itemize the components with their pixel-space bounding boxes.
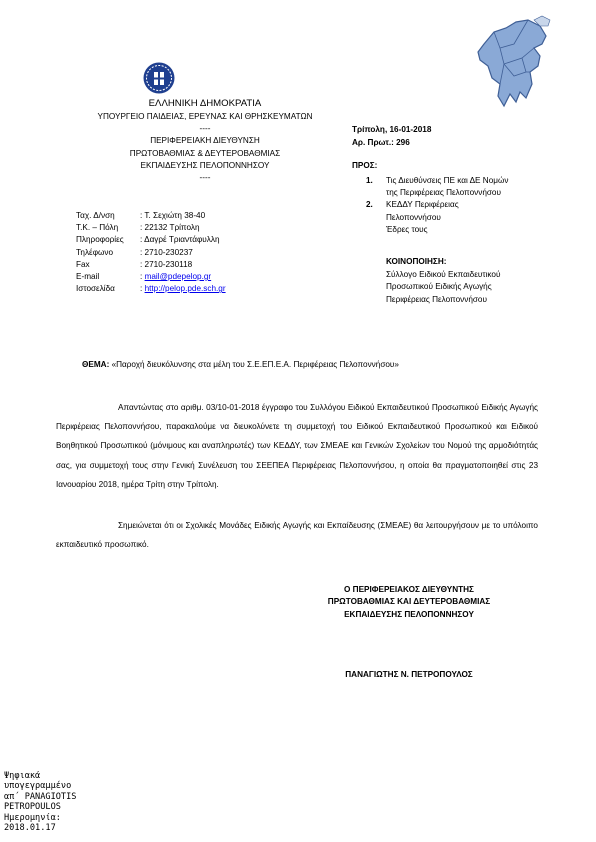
digital-signature-line: 2018.01.17 [4,823,56,834]
cc-line: Σύλλογο Ειδικού Εκπαιδευτικού [386,269,501,279]
digital-signature-stamp [4,771,76,833]
state-emblem-icon [143,62,175,94]
digital-signature-line: Ψηφιακά [4,771,41,781]
recipient-line: ΚΕΔΔΥ Περιφέρειας [386,200,459,210]
info-value: : Δαγρέ Τριαντάφυλλη [140,235,220,245]
recipient-line: Τις Διευθύνσεις ΠΕ και ΔΕ Νομών [386,176,509,185]
cc-line: Προσωπικού Ειδικής Αγωγής [386,282,492,292]
digital-signature-line: Ημερομηνία: [4,812,61,823]
signature-block [296,584,522,621]
website-link[interactable]: http://pelop.pde.sch.gr [144,284,226,294]
cc-label: ΚΟΙΝΟΠΟΙΗΣΗ: [386,257,447,266]
website-label: Ιστοσελίδα [76,284,115,294]
cc-block [386,256,500,306]
subject-label: ΘΕΜΑ: [82,360,110,369]
email-link[interactable]: mail@pdepelop.gr [144,271,212,281]
address-value: : Τ. Σεχιώτη 38-40 [140,211,206,220]
header-line: ΠΕΡΙΦΕΡΕΙΑΚΗ ΔΙΕΥΘΥΝΣΗ [150,136,260,146]
postal-value: : 22132 Τρίπολη [140,223,200,233]
recipient-line: Έδρες τους [386,224,428,234]
fax-value: : 2710-230118 [140,259,193,269]
info-label: Πληροφορίες [76,235,124,245]
recipient-line: της Περιφέρειας Πελοποννήσου [386,188,501,198]
header-line: ---- [199,173,211,183]
to-label: ΠΡΟΣ: [352,161,378,170]
digital-signature-line: απ΄ PANAGIOTIS [4,791,77,802]
recipient-number: 2. [366,200,373,210]
protocol-number: Αρ. Πρωτ.: 296 [352,138,410,148]
header-line: ---- [199,124,211,134]
recipient-list [366,175,546,236]
header-line: ΥΠΟΥΡΓΕΙΟ ΠΑΙΔΕΙΑΣ, ΕΡΕΥΝΑΣ ΚΑΙ ΘΡΗΣΚΕΥΜΑΤΩΝ [97,112,313,121]
email-prefix: : [140,271,145,281]
address-label: Ταχ. Δ/νση [76,211,115,220]
document-meta [352,123,431,150]
cc-line: Περιφέρειας Πελοποννήσου [386,294,487,304]
signatory-title: ΕΚΠΑΙΔΕΥΣΗΣ ΠΕΛΟΠΟΝΝΗΣΟΥ [344,609,474,619]
digital-signature-line: PETROPOULOS [4,802,61,813]
signatory-name: ΠΑΝΑΓΙΩΤΗΣ Ν. ΠΕΤΡΟΠΟΥΛΟΣ [345,670,473,679]
signatory-title: ΠΡΩΤΟΒΑΘΜΙΑΣ ΚΑΙ ΔΕΥΤΕΡΟΒΑΘΜΙΑΣ [327,597,491,607]
recipient-line: Πελοποννήσου [386,212,441,222]
digital-signature-line: υπογεγραμμένο [4,781,72,792]
fax-label: Fax [76,259,90,269]
header-line: ΠΡΩΤΟΒΑΘΜΙΑΣ & ΔΕΥΤΕΡΟΒΑΘΜΙΑΣ [129,148,281,158]
website-prefix: : [140,284,145,294]
contact-info [76,210,226,295]
authority-header [90,97,320,184]
header-line: ΕΛΛΗΝΙΚΗ ΔΗΜΟΚΡΑΤΙΑ [148,98,262,109]
subject-text: «Παροχή διευκόλυνσης στα μέλη του Σ.Ε.ΕΠ.Ε.Α. Περιφέρειας Πελοποννήσου» [109,360,399,369]
recipient-number: 1. [366,176,373,185]
peloponnese-map-icon [470,14,552,110]
subject-line [82,360,399,369]
body-paragraph-1: Απαντώντας στο αριθμ. 03/10-01-2018 έγγραφο του Συλλόγου Ειδικού Εκπαιδευτικού Προσωπικού Ειδικής Αγωγής Περιφέρειας Πελοποννήσου, παρακαλούμε να διευκολύνετε τη συμμετοχή του Ειδικού Εκπαιδευτικού Προσωπικού και Ειδικού Βοηθητικού Προσωπικού (μόνιμους και αναπληρωτές) των ΚΕΔΔΥ, των ΣΜΕΑΕ και Γενικών Σχολείων του Νομού της αρμοδιότητάς σας, για συμμετοχή τους στην Γενική Συνέλευση του ΣΕΕΠΕΑ Περιφέρειας Πελοποννήσου, η οποία θα πραγματοποιηθεί στις 23 Ιανουαρίου 2018, ημέρα Τρίτη στην Τρίπολη. [56,403,538,489]
date-line: Τρίπολη, 16-01-2018 [352,125,432,134]
email-label: E-mail [76,271,100,281]
body-paragraph-2: Σημειώνεται ότι οι Σχολικές Μονάδες Ειδικής Αγωγής και Εκπαίδευσης (ΣΜΕΑΕ) θα λειτουργήσουν με το υπόλοιπο εκπαιδευτικό προσωπικό. [56,521,538,550]
phone-label: Τηλέφωνο [76,247,114,257]
phone-value: : 2710-230237 [140,247,193,257]
signatory-title: Ο ΠΕΡΙΦΕΡΕΙΑΚΟΣ ΔΙΕΥΘΥΝΤΗΣ [344,585,474,594]
postal-label: Τ.Κ. – Πόλη [76,223,119,233]
header-line: ΕΚΠΑΙΔΕΥΣΗΣ ΠΕΛΟΠΟΝΝΗΣΟΥ [140,160,270,170]
